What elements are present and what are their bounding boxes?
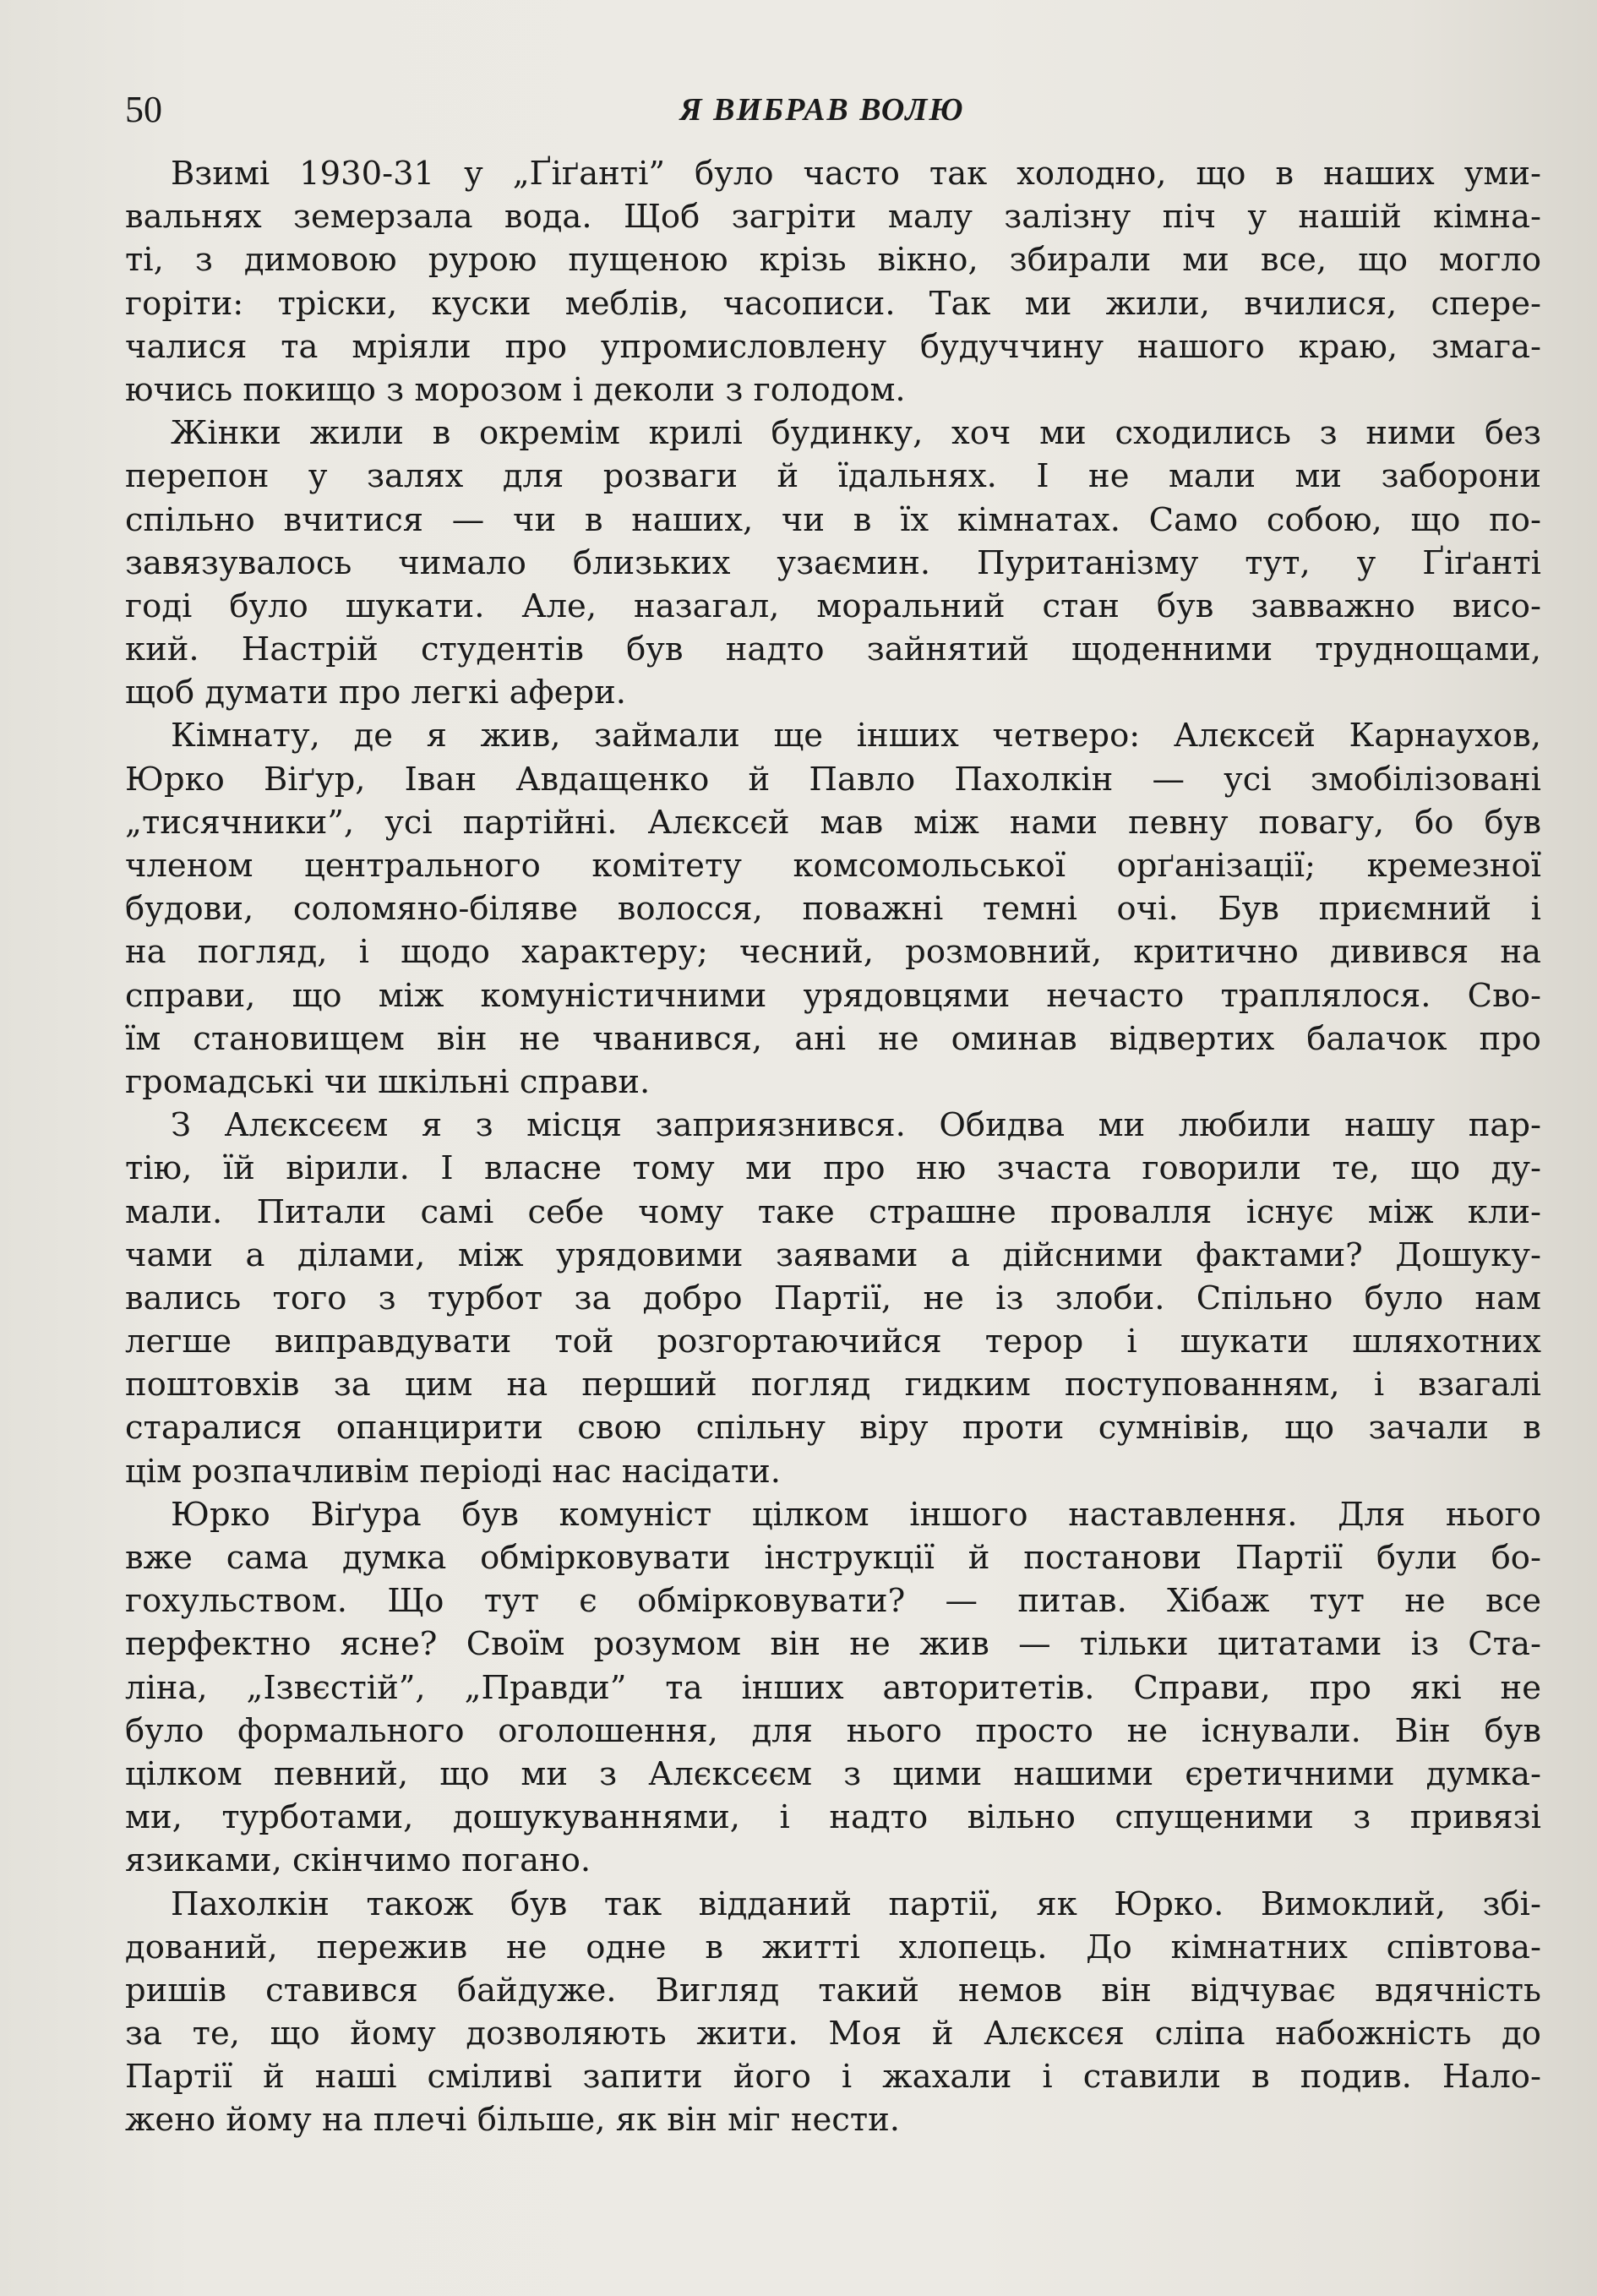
text-line: чами а ділами, між урядовими заявами а дійсними фактами? Дошуку- — [125, 1235, 1541, 1274]
text-line: завязувалось чимало близьких узаємин. Пуританізму тут, у Ґіґанті — [125, 543, 1541, 582]
text-line: старалися опанцирити свою спільну віру проти сумнівів, що зачали в — [125, 1409, 1541, 1448]
text-line: Юрко Віґура був комуніст цілком іншого наставлення. Для нього — [171, 1495, 1541, 1534]
text-line: вальнях земерзала вода. Щоб загріти малу залізну піч у нашій кімна- — [125, 198, 1541, 237]
text-line: цім розпачливім періоді нас насідати. — [125, 1452, 782, 1491]
text-line: чалися та мріяли про упромисловлену будуччину нашого краю, змага- — [125, 327, 1541, 366]
text-line: спільно вчитися — чи в наших, чи в їх кімнатах. Само собою, що по- — [125, 500, 1541, 539]
text-line: Пахолкін також був так відданий партії, як Юрко. Вимоклий, збі- — [171, 1884, 1541, 1923]
page-number: 50 — [125, 89, 162, 130]
text-line: ми, турботами, дошукуваннями, і надто вільно спущеними з привязі — [125, 1798, 1541, 1837]
text-line: ючись покищо з морозом і деколи з голодом. — [125, 370, 906, 409]
text-line: за те, що йому дозволяють жити. Моя й Алєксєя сліпа набожність до — [125, 2015, 1541, 2053]
text-line: перепон у залях для розваги й їдальнях. І не мали ми заборони — [125, 457, 1541, 496]
text-line: горіти: тріски, куски меблів, часописи. Так ми жили, вчилися, спере- — [125, 284, 1541, 323]
text-line: щоб думати про легкі афери. — [125, 674, 627, 712]
text-line: цілком певний, що ми з Алєксєєм з цими нашими єретичними думка- — [125, 1754, 1541, 1793]
text-line: З Алєксєєм я з місця заприязнився. Обидва ми любили нашу пар- — [171, 1106, 1541, 1145]
text-line: перфектно ясне? Своїм розумом він не жив — тільки цитатами із Ста- — [125, 1625, 1541, 1664]
text-line: вже сама думка обмірковувати інструкції й постанови Партії були бо- — [125, 1539, 1541, 1577]
paragraph-3 — [125, 714, 1541, 1104]
running-head — [125, 85, 1519, 135]
text-line: Кімнату, де я жив, займали ще інших четверо: Алєксєй Карнаухов, — [171, 717, 1541, 755]
paragraph-1 — [125, 152, 1541, 412]
text-line: Партії й наші сміливі запити його і жахали і ставили в подив. Нало- — [125, 2058, 1541, 2097]
text-line: ті, з димовою рурою пущеною крізь вікно, збирали ми все, що могло — [125, 241, 1541, 280]
text-line: на погляд, і щодо характеру; чесний, розмовний, критично дивився на — [125, 933, 1541, 972]
paragraph-6 — [125, 1883, 1541, 2142]
text-line: ліна, „Ізвєстій”, „Правди” та інших авторитетів. Справи, про які не — [125, 1668, 1541, 1707]
text-line: Взимі 1930-31 у „Ґіґанті” було часто так холодно, що в наших уми- — [171, 155, 1541, 193]
text-line: було формального оголошення, для нього просто не існували. Він був — [125, 1711, 1541, 1750]
text-line: ришів ставився байдуже. Вигляд такий немов він відчуває вдячність — [125, 1971, 1541, 2010]
text-line: будови, соломяно-біляве волосся, поважні темні очі. Був приємний і — [125, 890, 1541, 929]
body-text — [125, 152, 1541, 2142]
text-line: дований, пережив не одне в житті хлопець. До кімнатних співтова- — [125, 1928, 1541, 1966]
paragraph-5 — [125, 1493, 1541, 1883]
text-line: Юрко Віґур, Іван Авдащенко й Павло Пахолкін — усі змобілізовані — [125, 760, 1541, 799]
text-line: кий. Настрій студентів був надто зайнятий щоденними труднощами, — [125, 630, 1541, 669]
text-line: легше виправдувати той розгортаючийся терор і шукати шляхотних — [125, 1323, 1541, 1361]
text-line: поштовхів за цим на перший погляд гидким поступованням, і взагалі — [125, 1366, 1541, 1404]
text-line: гохульством. Що тут є обмірковувати? — питав. Хібаж тут не все — [125, 1582, 1541, 1621]
text-line: жено йому на плечі більше, як він міг нести. — [125, 2101, 901, 2140]
text-line: вались того з турбот за добро Партії, не із злоби. Спільно було нам — [125, 1279, 1541, 1317]
text-line: справи, що між комуністичними урядовцями нечасто траплялося. Сво- — [125, 976, 1541, 1015]
text-line: їм становищем він не чванився, ані не оминав відвертих балачок про — [125, 1019, 1541, 1058]
text-line: громадські чи шкільні справи. — [125, 1062, 651, 1101]
text-line: язиками, скінчимо погано. — [125, 1841, 591, 1880]
text-line: членом центрального комітету комсомольської орґанізації; кремезної — [125, 847, 1541, 885]
text-line: тію, їй вірили. І власне тому ми про ню зчаста говорили те, що ду- — [125, 1149, 1541, 1188]
text-line: годі було шукати. Але, назагал, моральний стан був завважно висо- — [125, 586, 1541, 625]
text-line: „тисячники”, усі партійні. Алєксєй мав між нами певну повагу, бо був — [125, 803, 1541, 842]
paragraph-2 — [125, 412, 1541, 714]
text-line: мали. Питали самі себе чому таке страшне провалля існує між кли- — [125, 1192, 1541, 1231]
text-line: Жінки жили в окремім крилі будинку, хоч ми сходились з ними без — [171, 414, 1541, 453]
paragraph-4 — [125, 1104, 1541, 1493]
running-title: Я ВИБРАВ ВОЛЮ — [679, 92, 965, 128]
